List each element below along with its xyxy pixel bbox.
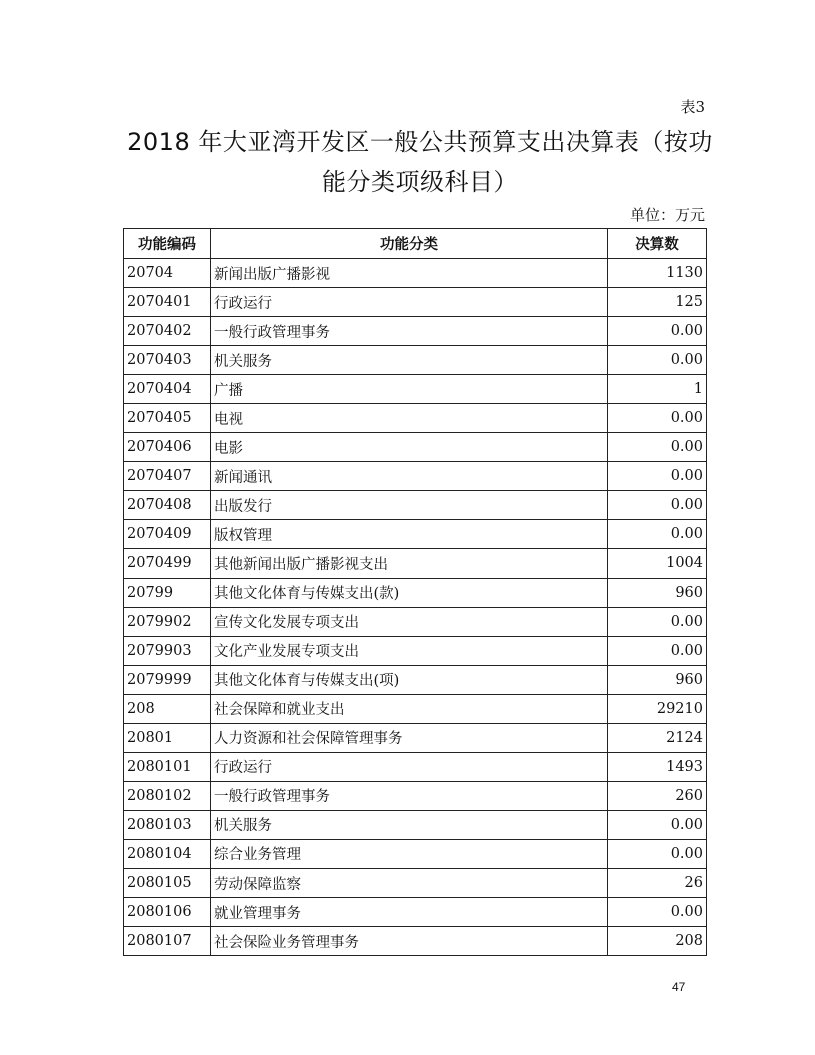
document-title — [120, 122, 720, 202]
cell-amount: 260 — [608, 781, 707, 810]
cell-code: 2070401 — [124, 288, 211, 317]
cell-code: 2079903 — [124, 636, 211, 665]
cell-amount: 0.00 — [608, 520, 707, 549]
cell-code: 2070402 — [124, 317, 211, 346]
cell-name: 文化产业发展专项支出 — [211, 636, 608, 665]
table-row — [124, 898, 707, 927]
table-row — [124, 607, 707, 636]
cell-code: 2080102 — [124, 781, 211, 810]
cell-name: 电影 — [211, 433, 608, 462]
table-row — [124, 781, 707, 810]
cell-code: 2070409 — [124, 520, 211, 549]
cell-amount: 0.00 — [608, 433, 707, 462]
cell-amount: 0.00 — [608, 636, 707, 665]
unit-label: 单位：万元 — [629, 206, 705, 224]
cell-code: 2079902 — [124, 607, 211, 636]
cell-name: 社会保障和就业支出 — [211, 694, 608, 723]
cell-code: 2070405 — [124, 404, 211, 433]
cell-amount: 1130 — [608, 259, 707, 288]
cell-code: 20799 — [124, 578, 211, 607]
cell-name: 新闻通讯 — [211, 462, 608, 491]
cell-code: 20704 — [124, 259, 211, 288]
cell-name: 其他文化体育与传媒支出(款) — [211, 578, 608, 607]
table-row — [124, 404, 707, 433]
table-row — [124, 694, 707, 723]
table-header-row — [124, 229, 707, 259]
cell-amount: 2124 — [608, 723, 707, 752]
cell-amount: 1493 — [608, 752, 707, 781]
cell-amount: 960 — [608, 578, 707, 607]
table-row — [124, 636, 707, 665]
table-row — [124, 578, 707, 607]
cell-amount: 1004 — [608, 549, 707, 578]
table-row — [124, 723, 707, 752]
cell-amount: 0.00 — [608, 346, 707, 375]
cell-amount: 0.00 — [608, 462, 707, 491]
cell-code: 2070403 — [124, 346, 211, 375]
cell-amount: 0.00 — [608, 317, 707, 346]
budget-table — [123, 228, 707, 956]
table-row — [124, 462, 707, 491]
cell-name: 综合业务管理 — [211, 839, 608, 868]
cell-name: 其他文化体育与传媒支出(项) — [211, 665, 608, 694]
cell-name: 新闻出版广播影视 — [211, 259, 608, 288]
title-line-2: 能分类项级科目） — [322, 168, 518, 196]
table-row — [124, 288, 707, 317]
header-amount: 决算数 — [608, 229, 707, 259]
cell-amount: 125 — [608, 288, 707, 317]
cell-amount: 26 — [608, 868, 707, 897]
cell-code: 208 — [124, 694, 211, 723]
cell-amount: 1 — [608, 375, 707, 404]
cell-code: 2070499 — [124, 549, 211, 578]
page-number: 47 — [672, 980, 686, 994]
table-row — [124, 752, 707, 781]
table-row — [124, 549, 707, 578]
table-row — [124, 810, 707, 839]
cell-amount: 0.00 — [608, 607, 707, 636]
cell-amount: 0.00 — [608, 898, 707, 927]
cell-amount: 960 — [608, 665, 707, 694]
table-row — [124, 317, 707, 346]
table-body — [124, 259, 707, 956]
table-row — [124, 375, 707, 404]
table-row — [124, 868, 707, 897]
cell-code: 2079999 — [124, 665, 211, 694]
header-name: 功能分类 — [211, 229, 608, 259]
cell-name: 一般行政管理事务 — [211, 317, 608, 346]
cell-name: 机关服务 — [211, 810, 608, 839]
cell-name: 行政运行 — [211, 288, 608, 317]
cell-code: 2080107 — [124, 927, 211, 956]
cell-amount: 208 — [608, 927, 707, 956]
table-row — [124, 259, 707, 288]
cell-name: 就业管理事务 — [211, 898, 608, 927]
table-row — [124, 927, 707, 956]
page-label: 表3 — [680, 98, 705, 116]
cell-amount: 0.00 — [608, 839, 707, 868]
cell-name: 版权管理 — [211, 520, 608, 549]
cell-code: 2080105 — [124, 868, 211, 897]
cell-code: 2080101 — [124, 752, 211, 781]
cell-name: 广播 — [211, 375, 608, 404]
cell-code: 20801 — [124, 723, 211, 752]
cell-code: 2080106 — [124, 898, 211, 927]
header-code: 功能编码 — [124, 229, 211, 259]
table-row — [124, 433, 707, 462]
cell-code: 2070407 — [124, 462, 211, 491]
cell-amount: 0.00 — [608, 491, 707, 520]
cell-code: 2080104 — [124, 839, 211, 868]
cell-name: 出版发行 — [211, 491, 608, 520]
table-row — [124, 346, 707, 375]
cell-name: 机关服务 — [211, 346, 608, 375]
cell-name: 社会保险业务管理事务 — [211, 927, 608, 956]
table-row — [124, 839, 707, 868]
cell-name: 一般行政管理事务 — [211, 781, 608, 810]
cell-name: 其他新闻出版广播影视支出 — [211, 549, 608, 578]
table-row — [124, 665, 707, 694]
table-row — [124, 491, 707, 520]
cell-name: 劳动保障监察 — [211, 868, 608, 897]
cell-code: 2080103 — [124, 810, 211, 839]
cell-name: 电视 — [211, 404, 608, 433]
cell-code: 2070408 — [124, 491, 211, 520]
cell-name: 行政运行 — [211, 752, 608, 781]
cell-amount: 29210 — [608, 694, 707, 723]
cell-code: 2070406 — [124, 433, 211, 462]
cell-name: 人力资源和社会保障管理事务 — [211, 723, 608, 752]
title-line-1: 2018 年大亚湾开发区一般公共预算支出决算表（按功 — [127, 128, 713, 156]
cell-name: 宣传文化发展专项支出 — [211, 607, 608, 636]
cell-code: 2070404 — [124, 375, 211, 404]
table-row — [124, 520, 707, 549]
cell-amount: 0.00 — [608, 404, 707, 433]
cell-amount: 0.00 — [608, 810, 707, 839]
